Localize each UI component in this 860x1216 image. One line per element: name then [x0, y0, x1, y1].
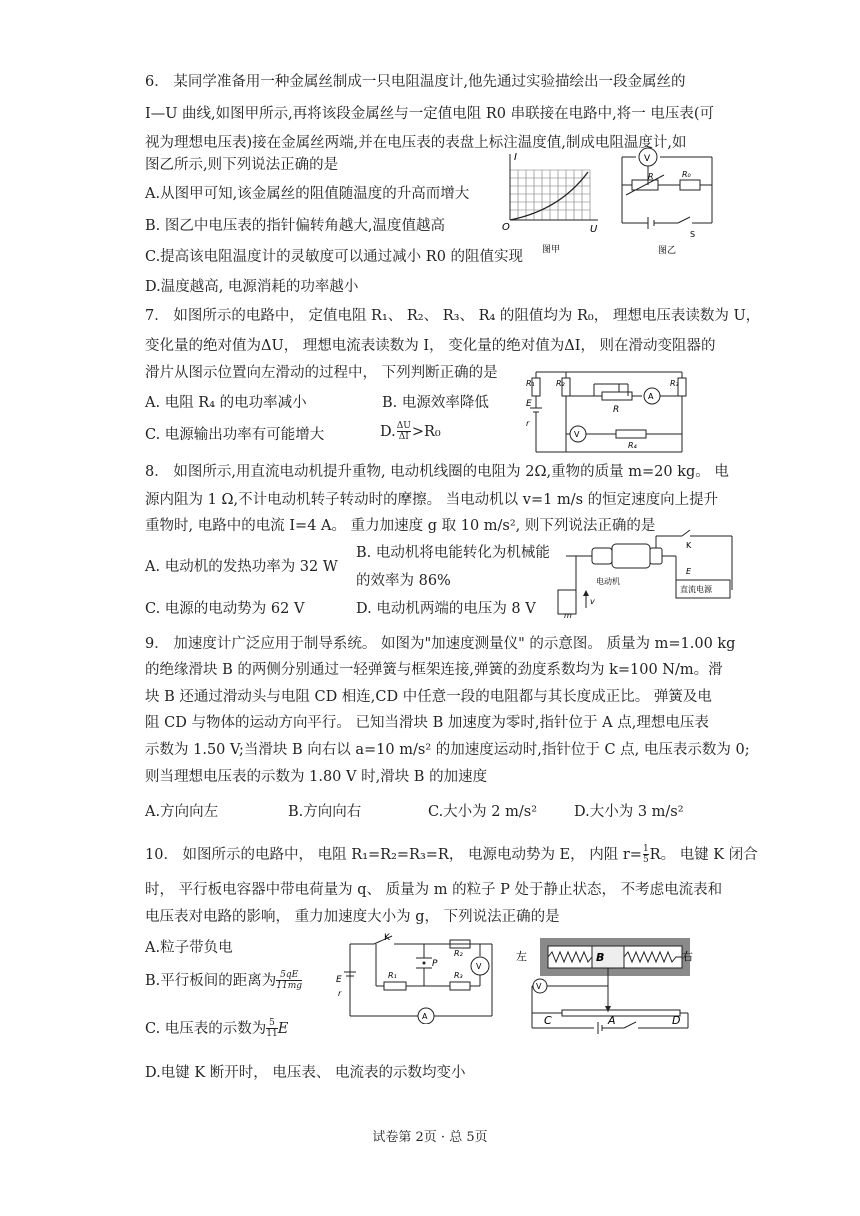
q7-option-d [380, 421, 441, 442]
q7-option-d-fraction [397, 421, 411, 442]
q6-stem-line4: 图乙所示,则下列说法正确的是 [145, 157, 339, 173]
q8-stem-line2: 源内阻为 1 Ω,不计电动机转子转动时的摩擦。 当电动机以 v=1 m/s 的恒定速度向上提升 [145, 492, 719, 508]
q9-stem-line5: 示数为 1.50 V;当滑块 B 向右以 a=10 m/s² 的加速度运动时,指针位于 C 点, 电压表示数为 0; [145, 742, 750, 758]
q10-stem-line2: 时， 平行板电容器中带电荷量为 q、 质量为 m 的粒子 P 处于静止状态， 不考虑电流表和 [145, 882, 723, 898]
q6-fig1-axis-i: I [514, 152, 517, 163]
q8-fig-e: E [686, 567, 692, 576]
q10-option-b-prefix: B.平行板间的距离为 [145, 972, 277, 989]
q6-fig2-caption: 图乙 [658, 246, 677, 256]
q6-fig1-axis-u: U [590, 224, 598, 235]
q6-figure-iu-graph [500, 150, 610, 260]
q10-fig-ammeter: A [422, 1012, 428, 1021]
q9-stem-line1: 9． 加速度计广泛应用于制导系统。 如图为"加速度测量仪" 的示意图。 质量为 m=1.00 kg [145, 636, 736, 652]
q9-figure-accelerometer [512, 932, 696, 1036]
q6-fig2-switch: S [690, 230, 696, 239]
q7-stem-line2: 变化量的绝对值为ΔU， 理想电流表读数为 I， 变化量的绝对值为ΔI， 则在滑动变阻器的 [145, 338, 716, 354]
q9-fig-b: B [596, 951, 605, 964]
q8-fig-source-label: 直流电源 [680, 585, 712, 594]
page-footer: 试卷第 2页 · 总 5页 [372, 1130, 488, 1145]
q10-option-b-fraction [276, 970, 302, 991]
q10-fig-r2: R₂ [454, 949, 463, 958]
q6-option-c: C.提高该电阻温度计的灵敏度可以通过减小 R0 的阻值实现 [145, 249, 524, 265]
q10-option-b [145, 970, 302, 991]
q10-r-fraction-numerator: 1 [642, 844, 649, 854]
q10-option-c-numerator: 5 [266, 1018, 277, 1029]
q8-stem-line1: 8． 如图所示,用直流电动机提升重物, 电动机线圈的电阻为 2Ω,重物的质量 m=20 kg。 电 [145, 464, 729, 480]
q7-option-d-prefix: D. [380, 423, 396, 440]
q9-option-d: D.大小为 3 m/s² [574, 804, 684, 820]
q7-option-c: C. 电源输出功率有可能增大 [145, 427, 325, 443]
q10-option-c-denominator: 11 [266, 1029, 278, 1039]
q9-option-c: C.大小为 2 m/s² [428, 804, 538, 820]
q6-fig2-voltmeter: V [644, 154, 651, 164]
q7-fig-e: E [526, 399, 532, 409]
q10-fig-e: E [336, 975, 342, 985]
q10-stem-line3: 电压表对电路的影响， 重力加速度大小为 g， 下列说法正确的是 [145, 909, 560, 925]
q6-stem-line2: I—U 曲线,如图甲所示,再将该段金属丝与一定值电阻 R0 串联接在电路中,将一 电压表(可 [145, 106, 715, 122]
q10-r-fraction [643, 844, 649, 865]
q7-fig-r: R [613, 405, 620, 415]
q8-stem-line3: 重物时, 电路中的电流 I=4 A。 重力加速度 g 取 10 m/s², 则下列说法正确的是 [145, 518, 656, 534]
q10-stem-line1-a: 10． 如图所示的电路中， 电阻 R₁=R₂=R₃=R， 电源电动势为 E， 内阻 r= [145, 846, 642, 863]
q6-option-d: D.温度越高, 电源消耗的功率越小 [145, 279, 359, 295]
q10-stem-line1 [145, 844, 758, 865]
q7-option-d-suffix: >R₀ [411, 423, 441, 440]
q10-fig-r3: R₃ [454, 971, 463, 980]
q8-fig-v: v [590, 597, 595, 606]
q9-option-b: B.方向向右 [288, 804, 362, 820]
q10-option-c-fraction [266, 1018, 277, 1039]
q9-fig-c: C [544, 1014, 552, 1027]
q6-option-b: B. 图乙中电压表的指针偏转角越大,温度值越高 [145, 218, 445, 234]
q9-option-a: A.方向向左 [145, 804, 219, 820]
q7-fig-ammeter: A [648, 392, 654, 401]
q9-stem-line4: 阻 CD 与物体的运动方向平行。 已知当滑块 B 加速度为零时,指针位于 A 点,理想电压表 [145, 715, 709, 731]
q8-option-b-line1: B. 电动机将电能转化为机械能 [356, 545, 550, 561]
q7-figure-circuit [524, 364, 694, 459]
q7-stem-line1: 7． 如图所示的电路中， 定值电阻 R₁、 R₂、 R₃、 R₄ 的阻值均为 R₀， 理想电压表读数为 U， [145, 308, 761, 324]
q9-stem-line2: 的绝缘滑块 B 的两侧分别通过一轻弹簧与框架连接,弹簧的劲度系数均为 k=100 N/m。滑 [145, 662, 723, 678]
q8-figure-motor-circuit [546, 528, 740, 620]
q7-stem-line3: 滑片从图示位置向左滑动的过程中， 下列判断正确的是 [145, 365, 498, 381]
q6-option-a: A.从图甲可知,该金属丝的阻值随温度的升高而增大 [145, 186, 470, 202]
q9-stem-line3: 块 B 还通过滑动头与电阻 CD 相连,CD 中任意一段的电阻都与其长度成正比。 弹簧及电 [145, 689, 712, 705]
q9-fig-a: A [608, 1014, 616, 1027]
q8-option-c: C. 电源的电动势为 62 V [145, 601, 305, 617]
q10-option-c [145, 1018, 288, 1039]
q6-stem-line1: 6． 某同学准备用一种金属丝制成一只电阻温度计,他先通过实验描绘出一段金属丝的 [145, 74, 686, 90]
q7-option-d-numerator: ΔU [396, 421, 411, 431]
q7-fig-r3: R₃ [670, 379, 679, 388]
q7-fig-r2: R₂ [556, 379, 565, 388]
q10-option-c-suffix: E [277, 1020, 289, 1037]
q6-stem-line3: 视为理想电压表)接在金属丝两端,并在电压表的表盘上标注温度值,制成电阻温度计,如 [145, 135, 687, 151]
q8-option-b-line2: 的效率为 86% [356, 573, 451, 589]
q10-fig-r-internal: r [338, 989, 342, 998]
q6-figure-circuit [612, 145, 722, 260]
q8-option-d: D. 电动机两端的电压为 8 V [356, 601, 536, 617]
q10-fig-k: K [384, 933, 390, 943]
q8-option-a: A. 电动机的发热功率为 32 W [145, 559, 338, 575]
q7-fig-r1: R₁ [526, 379, 535, 388]
q6-fig2-r0: R₀ [682, 170, 691, 179]
q9-fig-left-label: 左 [516, 950, 527, 963]
q9-stem-line6: 则当理想电压表的示数为 1.80 V 时,滑块 B 的加速度 [145, 769, 488, 785]
q7-fig-r4: R₄ [628, 441, 637, 450]
q7-fig-r-internal: r [526, 419, 530, 428]
q9-fig-right-label: 右 [682, 950, 693, 963]
q7-fig-voltmeter: V [574, 430, 580, 439]
q8-fig-k: K [686, 541, 692, 550]
q10-fig-voltmeter: V [476, 962, 482, 971]
q6-fig2-r: R [648, 172, 654, 181]
q10-fig-r1: R₁ [388, 971, 397, 980]
q10-option-b-numerator: 5qE [276, 970, 302, 981]
q10-option-d: D.电键 K 断开时， 电压表、 电流表的示数均变小 [145, 1065, 466, 1081]
q7-option-b: B. 电源效率降低 [382, 395, 489, 411]
q6-fig1-caption: 图甲 [542, 245, 561, 255]
q7-option-a: A. 电阻 R₄ 的电功率减小 [145, 395, 307, 411]
q10-option-c-prefix: C. 电压表的示数为 [145, 1020, 267, 1037]
q10-r-fraction-denominator: 5 [642, 855, 649, 865]
q10-option-a: A.粒子带负电 [145, 940, 233, 956]
q10-fig-p: P [432, 959, 438, 969]
q8-fig-m: m [564, 611, 572, 620]
q10-figure-circuit [334, 928, 504, 1024]
q8-fig-motor-label: 电动机 [596, 577, 620, 586]
q9-fig-d: D [672, 1014, 681, 1027]
q10-option-b-denominator: 11mg [276, 981, 303, 991]
q10-stem-line1-b: R。 电键 K 闭合 [649, 846, 758, 863]
q7-option-d-denominator: ΔI [398, 432, 409, 442]
q9-fig-voltmeter: V [536, 982, 542, 991]
q6-fig1-origin: O [502, 222, 510, 233]
